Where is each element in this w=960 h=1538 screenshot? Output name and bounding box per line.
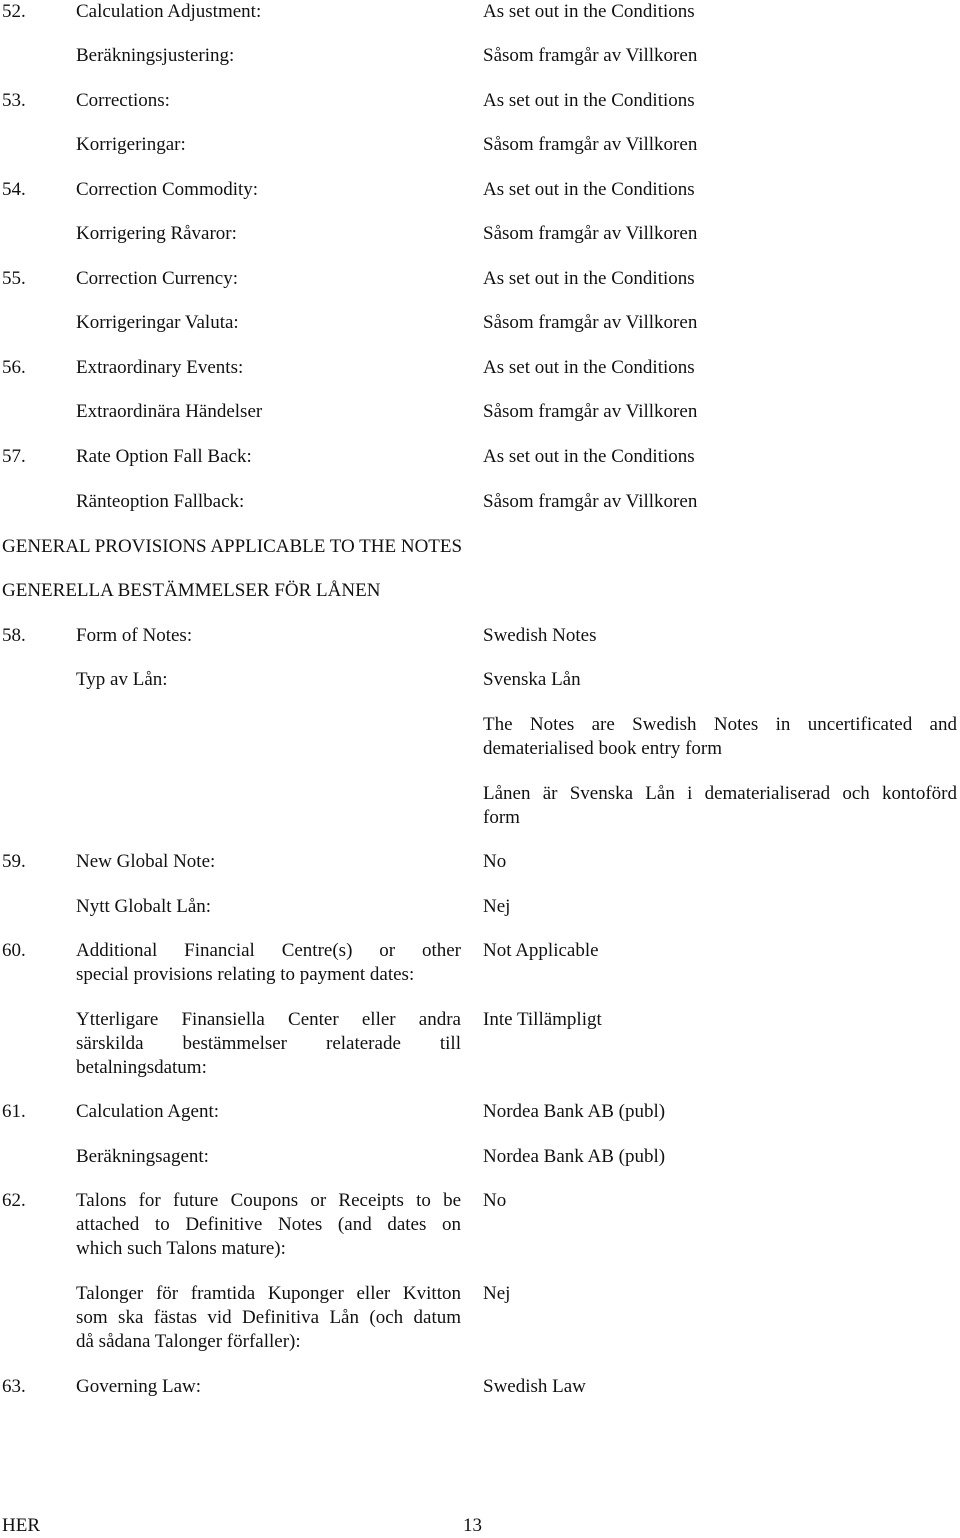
item-label-sv: Ränteoption Fallback: <box>76 491 245 512</box>
item-value-en: As set out in the Conditions <box>483 268 695 289</box>
item-label-sv: Typ av Lån: <box>76 669 168 690</box>
item-label-en: Correction Commodity: <box>76 179 259 200</box>
item-value-en: No <box>483 1190 507 1211</box>
item-label-en: Form of Notes: <box>76 625 193 646</box>
item-label-sv-line-2: särskilda bestämmelser relaterade till <box>76 1033 461 1054</box>
item-value-en: No <box>483 851 507 872</box>
item-number: 60. <box>2 940 26 961</box>
item-value-en: Nordea Bank AB (publ) <box>483 1101 666 1122</box>
item-label-sv-line-1: Ytterligare Finansiella Center eller andra <box>76 1009 461 1030</box>
item-label-en: Calculation Agent: <box>76 1101 220 1122</box>
item-label-en-line-1: Additional Financial Centre(s) or other <box>76 940 461 961</box>
item-label-en-line-2: special provisions relating to payment dates: <box>76 964 415 985</box>
item-label-en: Rate Option Fall Back: <box>76 446 252 467</box>
item-number: 56. <box>2 357 26 378</box>
section-heading-sv: GENERELLA BESTÄMMELSER FÖR LÅNEN <box>2 580 381 601</box>
item-label-sv: Korrigeringar Valuta: <box>76 312 239 333</box>
item-value-en: As set out in the Conditions <box>483 446 695 467</box>
item-number: 58. <box>2 625 26 646</box>
item-label-sv: Korrigering Råvaror: <box>76 223 237 244</box>
item-label-en: New Global Note: <box>76 851 216 872</box>
item-value-en: Swedish Notes <box>483 625 597 646</box>
item-label-sv: Korrigeringar: <box>76 134 186 155</box>
item-value-en: As set out in the Conditions <box>483 1 695 22</box>
item-note-sv-line-2: form <box>483 807 520 828</box>
page-number: 13 <box>463 1515 482 1536</box>
item-value-en: Swedish Law <box>483 1376 586 1397</box>
item-value-sv: Såsom framgår av Villkoren <box>483 45 698 66</box>
item-label-en-line-3: which such Talons mature): <box>76 1238 286 1259</box>
item-value-sv: Såsom framgår av Villkoren <box>483 312 698 333</box>
item-label-en: Correction Currency: <box>76 268 238 289</box>
section-heading-en: GENERAL PROVISIONS APPLICABLE TO THE NOTES <box>2 536 463 557</box>
item-label-en: Extraordinary Events: <box>76 357 244 378</box>
item-label-en-line-1: Talons for future Coupons or Receipts to be <box>76 1190 461 1211</box>
item-number: 63. <box>2 1376 26 1397</box>
item-value-sv: Nej <box>483 1283 511 1304</box>
item-value-sv: Såsom framgår av Villkoren <box>483 223 698 244</box>
item-label-en: Calculation Adjustment: <box>76 1 262 22</box>
item-label-en-line-2: attached to Definitive Notes (and dates on <box>76 1214 461 1235</box>
item-value-sv: Såsom framgår av Villkoren <box>483 491 698 512</box>
item-value-sv: Nej <box>483 896 511 917</box>
item-value-en: As set out in the Conditions <box>483 357 695 378</box>
item-value-sv: Inte Tillämpligt <box>483 1009 602 1030</box>
item-value-sv: Svenska Lån <box>483 669 581 690</box>
item-number: 61. <box>2 1101 26 1122</box>
item-number: 54. <box>2 179 26 200</box>
footer-label: HER <box>2 1515 40 1536</box>
item-value-sv: Såsom framgår av Villkoren <box>483 401 698 422</box>
item-label-sv-line-2: som ska fästas vid Definitiva Lån (och datum <box>76 1307 461 1328</box>
item-label-sv: Beräkningsagent: <box>76 1146 209 1167</box>
item-note-sv-line-1: Lånen är Svenska Lån i dematerialiserad och kontoförd <box>483 783 957 804</box>
item-label-sv-line-1: Talonger för framtida Kuponger eller Kvitton <box>76 1283 461 1304</box>
item-number: 55. <box>2 268 26 289</box>
item-value-sv: Nordea Bank AB (publ) <box>483 1146 666 1167</box>
item-value-sv: Såsom framgår av Villkoren <box>483 134 698 155</box>
item-number: 59. <box>2 851 26 872</box>
item-note-en-line-1: The Notes are Swedish Notes in uncertificated and <box>483 714 957 735</box>
item-label-sv: Beräkningsjustering: <box>76 45 235 66</box>
item-value-en: As set out in the Conditions <box>483 179 695 200</box>
item-label-sv-line-3: då sådana Talonger förfaller): <box>76 1331 301 1352</box>
item-label-en: Corrections: <box>76 90 170 111</box>
item-note-en-line-2: dematerialised book entry form <box>483 738 723 759</box>
item-label-sv: Nytt Globalt Lån: <box>76 896 212 917</box>
item-number: 57. <box>2 446 26 467</box>
item-label-sv: Extraordinära Händelser <box>76 401 263 422</box>
item-value-en: As set out in the Conditions <box>483 90 695 111</box>
item-number: 52. <box>2 1 26 22</box>
item-value-en: Not Applicable <box>483 940 599 961</box>
item-label-en: Governing Law: <box>76 1376 202 1397</box>
item-number: 62. <box>2 1190 26 1211</box>
item-label-sv-line-3: betalningsdatum: <box>76 1057 207 1078</box>
item-number: 53. <box>2 90 26 111</box>
